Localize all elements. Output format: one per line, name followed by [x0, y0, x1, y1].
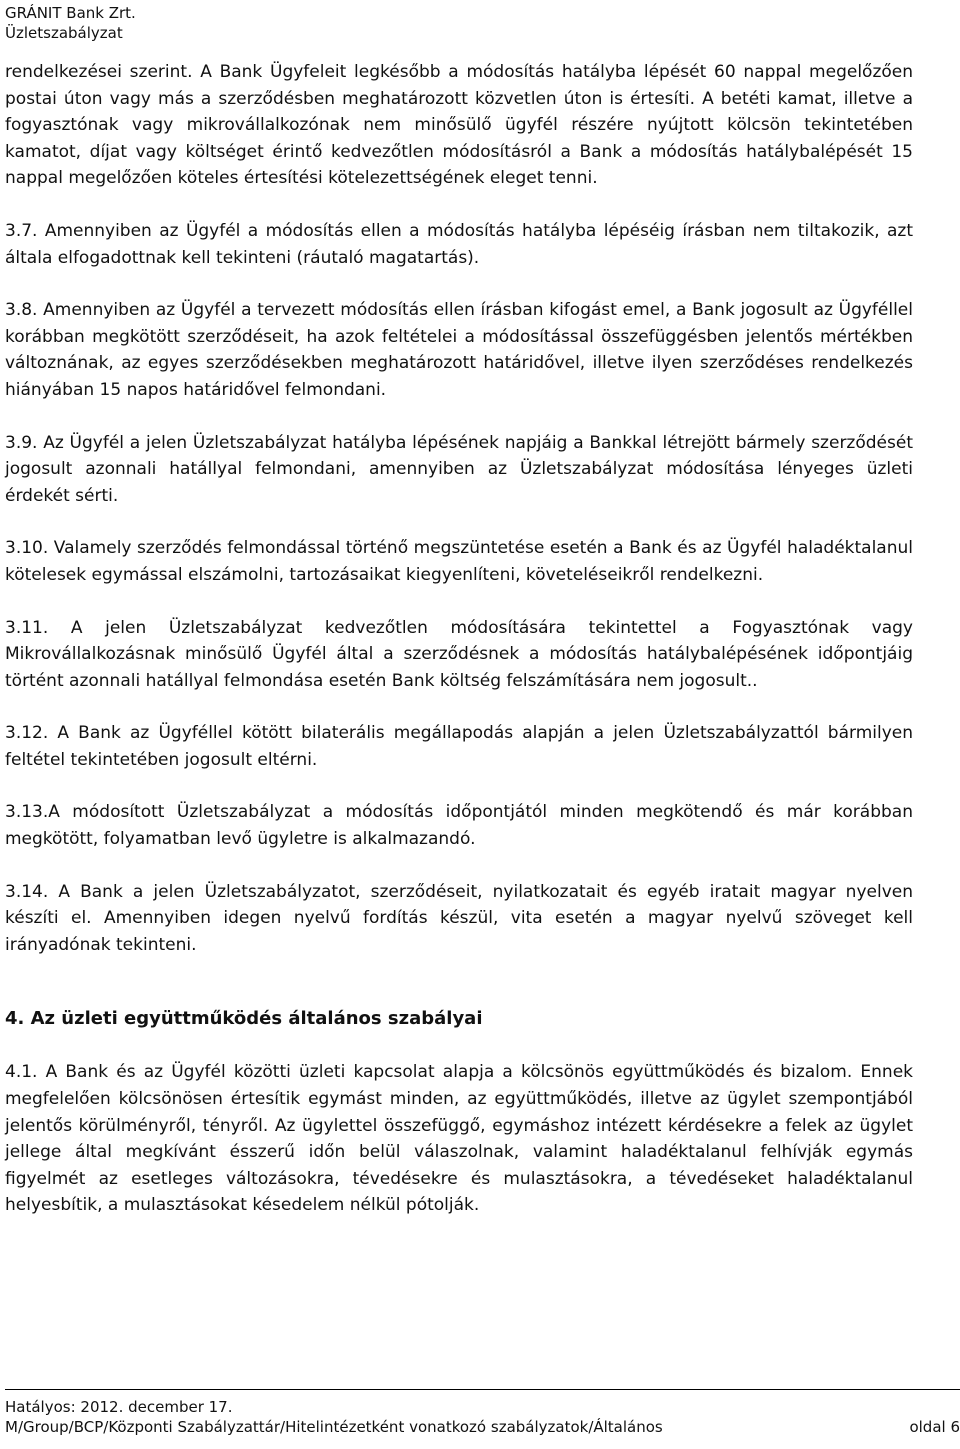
paragraph-3-7: 3.7. Amennyiben az Ügyfél a módosítás ellen a módosítás hatályba lépéséig írásban nem tiltakozik, azt általa elfogadottnak kell tekinteni (ráutaló magatartás). — [5, 220, 913, 268]
page-header — [5, 3, 136, 43]
document-page — [5, 0, 960, 1449]
section-heading: 4. Az üzleti együttműködés általános szabályai — [5, 1008, 483, 1030]
paragraph-3-11: 3.11. A jelen Üzletszabályzat kedvezőtlen módosítására tekintettel a Fogyasztónak vagy Mikrovállalkozásnak minősülő Ügyfél által a szerződésnek a módosítás hatálybalépésének időpontjáig történt azonnali hatállyal felmondása esetén Bank költség felszámítására nem jogosult.. — [5, 617, 913, 691]
paragraph-3-6-continued: rendelkezései szerint. A Bank Ügyfeleit legkésőbb a módosítás hatályba lépését 60 nappal megelőzően postai úton vagy más a szerződésben meghatározott közvetlen úton is értesíti. A betéti kamat, illetve a fogyasztónak vagy mikrovállalkozónak nem minősülő ügyfél részére nyújtott kölcsön tekintetében kamatot, díjat vagy költséget érintő kedvezőtlen módosításról a Bank a módosítás hatálybalépését 15 nappal megelőzően köteles értesítési kötelezettségének eleget tenni. — [5, 62, 913, 189]
paragraph-3-8: 3.8. Amennyiben az Ügyfél a tervezett módosítás ellen írásban kifogást emel, a Bank jogosult az Ügyféllel korábban megkötött szerződéseit, ha azok feltételei a módosítással összefüggésben jelentős mértékben változnának, az egyes szerződésekben meghatározott határidővel, illetve ilyen szerződéses rendelkezés hiányában 15 napos határidővel felmondani. — [5, 300, 913, 400]
footer-document-path: M/Group/BCP/Központi Szabályzattár/Hitelintézetként vonatkozó szabályzatok/Általános — [5, 1418, 663, 1436]
paragraph-3-12: 3.12. A Bank az Ügyféllel kötött bilaterális megállapodás alapján a jelen Üzletszabályzattól bármilyen feltétel tekintetében jogosult eltérni. — [5, 723, 913, 770]
paragraph-3-13: 3.13.A módosított Üzletszabályzat a módosítás időpontjától minden megkötendő és már korábban megkötött, folyamatban levő ügyletre is alkalmazandó. — [5, 802, 913, 850]
footer-page-number: oldal 6 — [909, 1418, 960, 1436]
footer-effective-date: Hatályos: 2012. december 17. — [5, 1398, 233, 1416]
footer-row — [5, 1417, 960, 1437]
paragraph-3-14: 3.14. A Bank a jelen Üzletszabályzatot, szerződéseit, nyilatkozatait és egyéb iratait magyar nyelven készíti el. Amennyiben idegen nyelvű fordítás készül, vita esetén a magyar nyelvű szöveget kell irányadónak tekinteni. — [5, 881, 913, 955]
page-content — [5, 59, 913, 1245]
footer-divider — [5, 1389, 960, 1390]
page-footer — [5, 1389, 960, 1437]
header-company: GRÁNIT Bank Zrt. — [5, 4, 136, 22]
paragraph-4-1: 4.1. A Bank és az Ügyfél közötti üzleti kapcsolat alapja a kölcsönös együttműködés és bizalom. Ennek megfelelően kölcsönösen értesítik egymást minden, az együttműködés, illetve az ügylet szempontjából jelentős körülményről, tényről. Az ügylettel összefüggő, egymáshoz intézett kérdésekre a felek az ügylet jellege által megkívánt ésszerű időn belül válaszolnak, valamint haladéktalanul felhívják egymás figyelmét az esetleges változásokra, tévedésekre és mulasztásokra, a tévedéseket haladéktalanul helyesbítik, a mulasztásokat késedelem nélkül pótolják. — [5, 1062, 913, 1216]
header-document-title: Üzletszabályzat — [5, 24, 123, 42]
paragraph-3-10: 3.10. Valamely szerződés felmondással történő megszüntetése esetén a Bank és az Ügyfél haladéktalanul kötelesek egymással elszámolni, tartozásaikat kiegyenlíteni, követeléseikről rendelkezni. — [5, 538, 913, 585]
paragraph-3-9: 3.9. Az Ügyfél a jelen Üzletszabályzat hatályba lépésének napjáig a Bankkal létrejött bármely szerződését jogosult azonnali hatállyal felmondani, amennyiben az Üzletszabályzat módosítása lényeges üzleti érdekét sérti. — [5, 432, 913, 506]
